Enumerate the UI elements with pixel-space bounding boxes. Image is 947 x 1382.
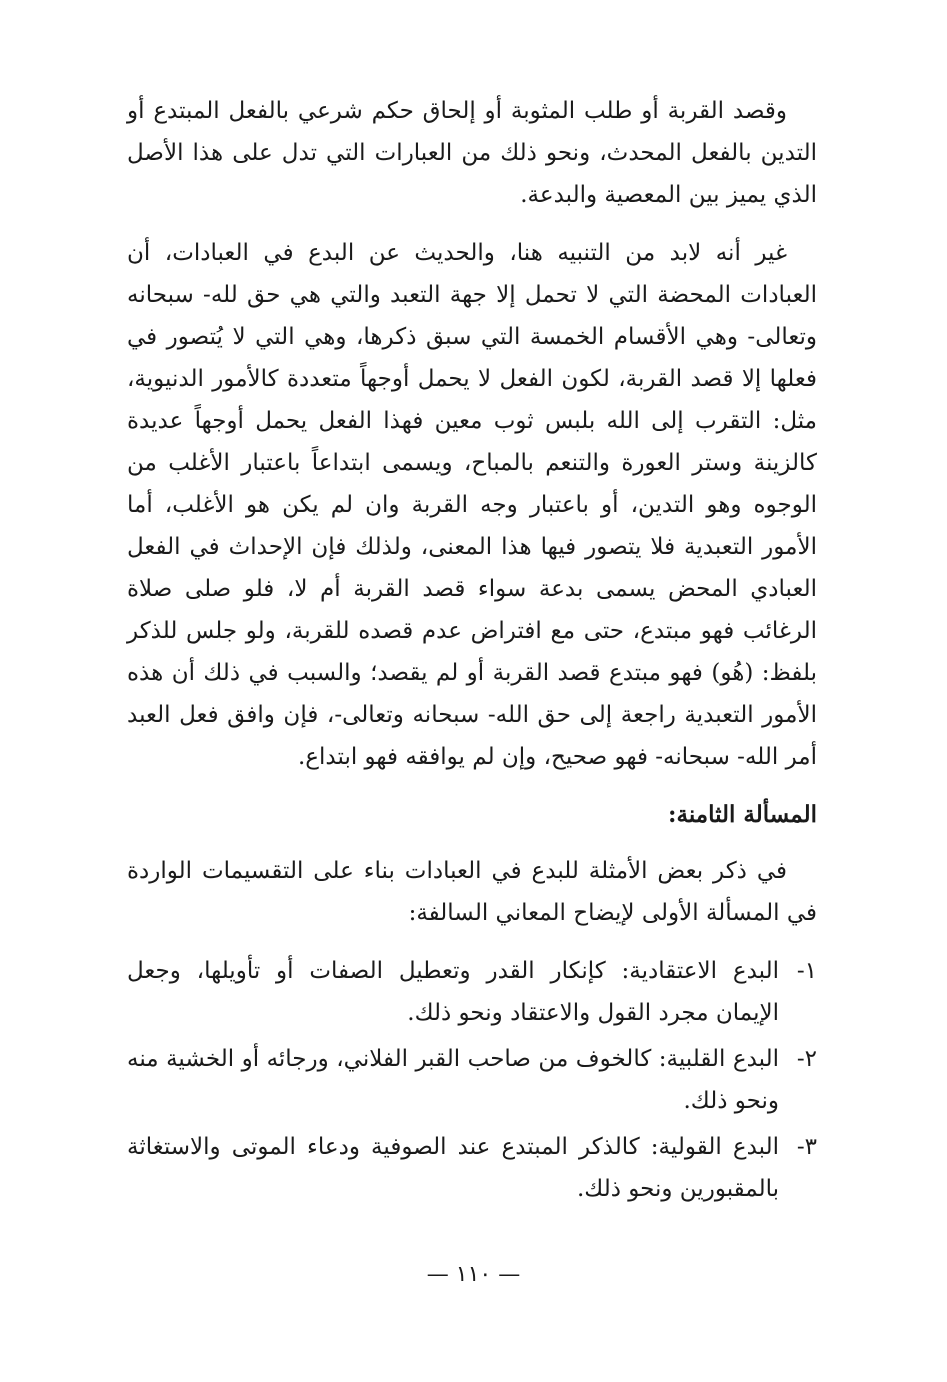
page-body	[127, 90, 817, 1214]
list-item-number: ١-	[796, 958, 817, 984]
list-item-text: البدع القلبية: كالخوف من صاحب القبر الفلاني، ورجائه أو الخشية منه ونحو ذلك.	[127, 1046, 779, 1114]
list-item-number: ٣-	[796, 1134, 817, 1160]
examples-list	[127, 950, 817, 1210]
list-item	[127, 1126, 817, 1210]
list-item	[127, 950, 817, 1034]
list-item-text: البدع القولية: كالذكر المبتدع عند الصوفية ودعاء الموتى والاستغاثة بالمقبورين ونحو ذلك.	[127, 1134, 779, 1202]
list-item	[127, 1038, 817, 1122]
paragraph-2: غير أنه لابد من التنبيه هنا، والحديث عن البدع في العبادات، أن العبادات المحضة التي لا تحمل إلا جهة التعبد والتي هي حق لله- سبحانه وتعالى- وهي الأقسام الخمسة التي سبق ذكرها، وهي التي لا يُتصور في فعلها إلا قصد القربة، لكون الفعل لا يحمل أوجهاً متعددة كالأمور الدنيوية، مثل: التقرب إلى الله بلبس ثوب معين فهذا الفعل يحمل أوجهاً عديدة كالزينة وستر العورة والتنعم بالمباح، ويسمى ابتداعاً باعتبار الأغلب من الوجوه وهو التدين، أو باعتبار وجه القربة وان لم يكن هو الأغلب، أما الأمور التعبدية فلا يتصور فيها هذا المعنى، ولذلك فإن الإحداث في الفعل العبادي المحض يسمى بدعة سواء قصد القربة أم لا، فلو صلى صلاة الرغائب فهو مبتدع، حتى مع افتراض عدم قصده للقربة، ولو جلس للذكر بلفظ: (هُو) فهو مبتدع قصد القربة أو لم يقصد؛ والسبب في ذلك أن هذه الأمور التعبدية راجعة إلى حق الله- سبحانه وتعالى-، فإن وافق فعل العبد أمر الله- سبحانه- فهو صحيح، وإن لم يوافقه فهو ابتداع.	[127, 240, 817, 770]
page-number: — ١١٠ —	[426, 1262, 521, 1287]
list-item-number: ٢-	[796, 1046, 817, 1072]
list-item-text: البدع الاعتقادية: كإنكار القدر وتعطيل الصفات أو تأويلها، وجعل الإيمان مجرد القول والاعتقاد ونحو ذلك.	[127, 958, 779, 1026]
intro-paragraph: في ذكر بعض الأمثلة للبدع في العبادات بناء على التقسيمات الواردة في المسألة الأولى لإيضاح المعاني السالفة:	[127, 858, 817, 926]
paragraph-1: وقصد القربة أو طلب المثوبة أو إلحاق حكم شرعي بالفعل المبتدع أو التدين بالفعل المحدث، ونحو ذلك من العبارات التي تدل على هذا الأصل الذي يميز بين المعصية والبدعة.	[127, 98, 817, 208]
section-heading: المسألة الثامنة:	[668, 801, 817, 828]
